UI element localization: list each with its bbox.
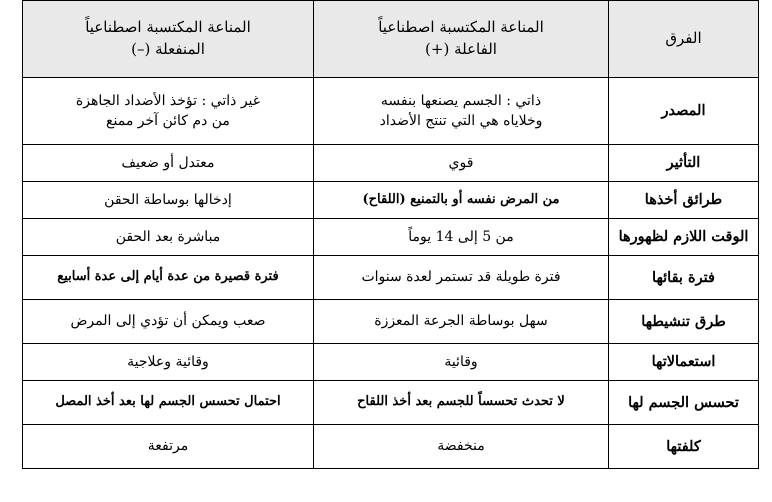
header-difference: الفرق <box>609 1 759 78</box>
passive-cell: احتمال تحسس الجسم لها بعد أخذ المصل <box>23 381 314 425</box>
active-cell: من 5 إلى 14 يوماً <box>314 219 609 256</box>
table-row <box>23 78 759 145</box>
passive-cell: معتدل أو ضعيف <box>23 145 314 182</box>
row-label: طرق تنشيطها <box>609 300 759 344</box>
header-active-text: المناعة المكتسبة اصطناعياً الفاعلة (+) <box>378 18 544 58</box>
immunity-comparison-table <box>22 0 759 469</box>
passive-cell: وقائية وعلاجية <box>23 344 314 381</box>
table-row <box>23 300 759 344</box>
row-label: استعمالاتها <box>609 344 759 381</box>
header-active-immunity <box>314 1 609 78</box>
row-label: فترة بقائها <box>609 256 759 300</box>
passive-cell: غير ذاتي : تؤخذ الأضداد الجاهزة من دم كائن آخر ممنع <box>23 78 314 145</box>
table-row <box>23 219 759 256</box>
active-cell: ذاتي : الجسم يصنعها بنفسه وخلاياه هي التي تنتج الأضداد <box>314 78 609 145</box>
passive-cell: فترة قصيرة من عدة أيام إلى عدة أسابيع <box>23 256 314 300</box>
active-cell: لا تحدث تحسساً للجسم بعد أخذ اللقاح <box>314 381 609 425</box>
immunity-comparison-document <box>22 0 758 474</box>
table-row <box>23 182 759 219</box>
passive-cell: مباشرة بعد الحقن <box>23 219 314 256</box>
table-row <box>23 425 759 469</box>
passive-cell: إدخالها بوساطة الحقن <box>23 182 314 219</box>
table-row <box>23 145 759 182</box>
row-label: التأثير <box>609 145 759 182</box>
row-label: كلفتها <box>609 425 759 469</box>
active-cell: منخفضة <box>314 425 609 469</box>
active-cell: فترة طويلة قد تستمر لعدة سنوات <box>314 256 609 300</box>
row-label: تحسس الجسم لها <box>609 381 759 425</box>
row-label: المصدر <box>609 78 759 145</box>
header-passive-text: المناعة المكتسبة اصطناعياً المنفعلة (–) <box>85 18 251 58</box>
table-row <box>23 256 759 300</box>
passive-cell: مرتفعة <box>23 425 314 469</box>
active-cell: من المرض نفسه أو بالتمنيع (اللقاح) <box>314 182 609 219</box>
active-cell: سهل بوساطة الجرعة المعززة <box>314 300 609 344</box>
active-cell: وقائية <box>314 344 609 381</box>
table-row <box>23 344 759 381</box>
active-cell: قوي <box>314 145 609 182</box>
header-passive-immunity <box>23 1 314 78</box>
row-label: الوقت اللازم لظهورها <box>609 219 759 256</box>
table-row <box>23 381 759 425</box>
row-label: طرائق أخذها <box>609 182 759 219</box>
passive-cell: صعب ويمكن أن تؤدي إلى المرض <box>23 300 314 344</box>
header-row <box>23 1 759 78</box>
